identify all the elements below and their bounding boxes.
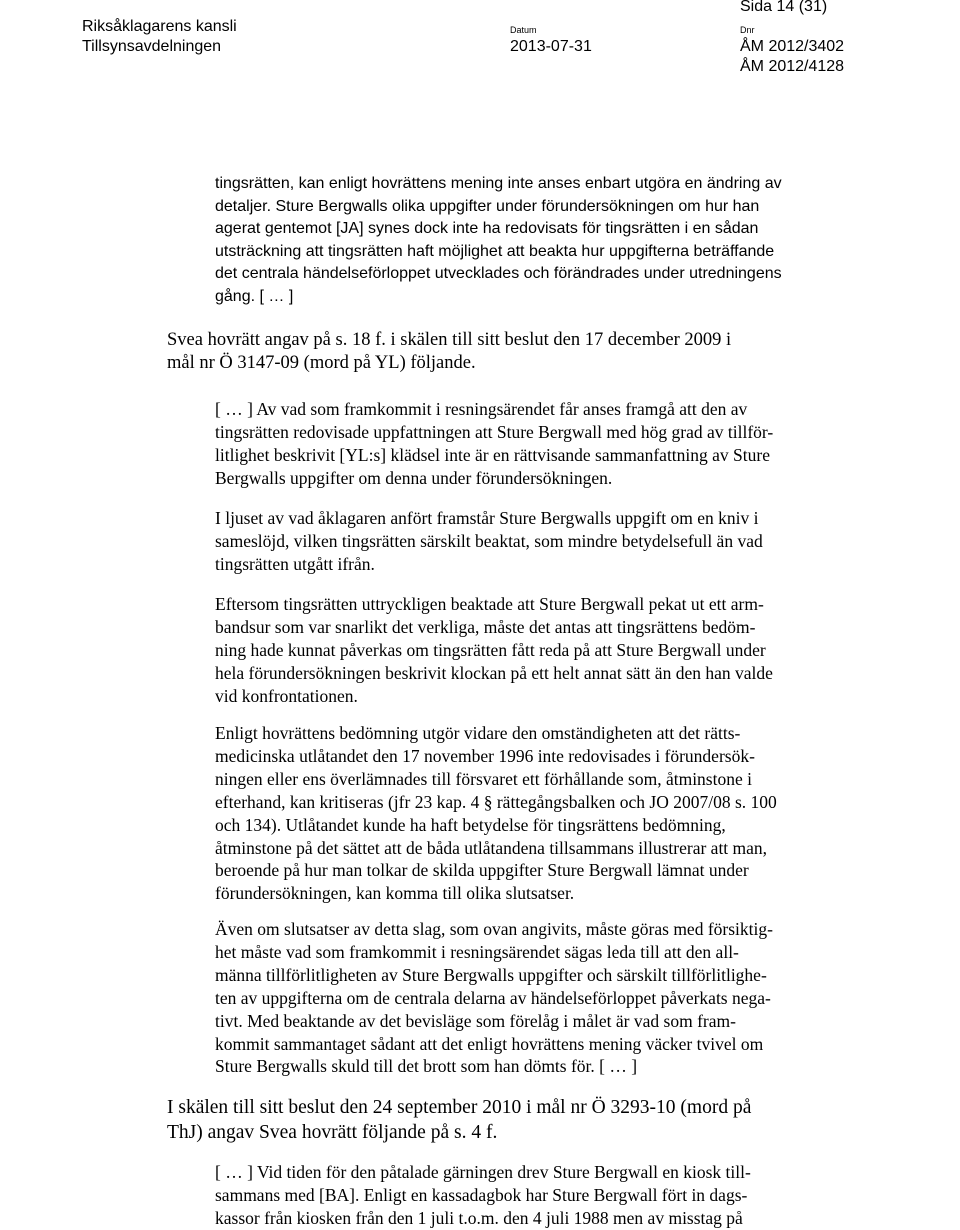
text-line: sammans med [BA]. Enligt en kassadagbok har Sture Bergwall fört in dags- — [215, 1184, 748, 1205]
document-date: 2013-07-31 — [510, 38, 592, 55]
text-line: tingsrätten, kan enligt hovrättens mening inte anses enbart utgöra en ändring av — [215, 175, 782, 192]
quote-paragraph-knife — [215, 507, 815, 576]
text-line: åtminstone på det sättet att de båda utlåtandena tillsammans illustrerar att man, — [215, 837, 768, 858]
text-line: sameslöjd, vilken tingsrätten särskilt beaktat, som mindre betydelsefull än vad — [215, 530, 763, 551]
text-line: förundersökningen, kan komma till olika slutsatser. — [215, 883, 575, 904]
paragraph-svea-2010 — [167, 1095, 847, 1145]
quote-paragraph-watch — [215, 593, 815, 708]
text-line: bandsur som var snarlikt det verkliga, måste det antas att tingsrättens bedöm- — [215, 616, 756, 637]
text-line: het måste vad som framkommit i resningsärendet sägas leda till att den all- — [215, 941, 739, 962]
text-line: litlighet beskrivit [YL:s] klädsel inte är en rättvisande sammanfattning av Sture — [215, 444, 770, 465]
text-line: Svea hovrätt angav på s. 18 f. i skälen till sitt beslut den 17 december 2009 i — [167, 330, 732, 350]
org-name: Riksåklagarens kansli — [82, 18, 237, 35]
text-line: detaljer. Sture Bergwalls olika uppgifter under förundersökningen om hur han — [215, 197, 760, 215]
date-label: Datum — [510, 25, 537, 35]
text-line: I skälen till sitt beslut den 24 september 2010 i mål nr Ö 3293-10 (mord på — [167, 1097, 752, 1118]
text-line: beroende på hur man tolkar de skilda uppgifter Sture Bergwall lämnat under — [215, 860, 749, 881]
text-line: medicinska utlåtandet den 17 november 1996 inte redovisades i förundersök- — [215, 745, 755, 766]
text-line: kommit sammantaget sådant att det enligt hovrättens mening väcker tvivel om — [215, 1033, 764, 1054]
quote-paragraph-forensic — [215, 722, 815, 905]
text-line: tingsrätten utgått ifrån. — [215, 553, 375, 574]
department-name: Tillsynsavdelningen — [82, 38, 222, 55]
text-line: Enligt hovrättens bedömning utgör vidare den omständigheten att det rätts- — [215, 723, 741, 743]
text-line: ThJ) angav Svea hovrätt följande på s. 4 f. — [167, 1122, 498, 1143]
text-line: männa tillförlitligheten av Sture Bergwalls uppgifter och särskilt tillförlitlighe- — [215, 964, 767, 985]
quote-paragraph-clothing — [215, 398, 815, 490]
text-line: agerat gentemot [JA] synes dock inte ha redovisats för tingsrätten i en sådan — [215, 220, 759, 238]
text-line: utsträckning att tingsrätten haft möjlighet att beakta hur uppgifterna beträffande — [215, 242, 775, 260]
quote-paragraph-conclusion — [215, 918, 815, 1078]
text-line: vid konfrontationen. — [215, 685, 358, 706]
text-line: tingsrätten redovisade uppfattningen att Sture Bergwall med hög grad av tillför- — [215, 421, 774, 442]
text-line: tivt. Med beaktande av det bevisläge som förelåg i målet är vad som fram- — [215, 1010, 736, 1031]
dnr-label: Dnr — [740, 25, 755, 35]
text-line: ningen eller ens överlämnades till försvaret ett förhållande som, åtminstone i — [215, 768, 752, 789]
paragraph-intro-quote-end — [215, 173, 815, 309]
text-line: [ … ] Av vad som framkommit i resningsärendet får anses framgå att den av — [215, 399, 748, 419]
page-number: Sida 14 (31) — [740, 0, 828, 15]
text-line: Även om slutsatser av detta slag, som ovan angivits, måste göras med försiktig- — [215, 919, 773, 939]
text-line: Eftersom tingsrätten uttryckligen beaktade att Sture Bergwall pekat ut ett arm- — [215, 594, 764, 614]
paragraph-svea-2009 — [167, 329, 847, 375]
text-line: det centrala händelseförloppet utvecklades och förändrades under utredningens — [215, 265, 782, 283]
text-line: och 134). Utlåtandet kunde ha haft betydelse för tingsrättens bedömning, — [215, 814, 726, 835]
text-line: ning hade kunnat påverkas om tingsrätten fått reda på att Sture Bergwall under — [215, 639, 766, 660]
text-line: [ … ] Vid tiden för den påtalade gärningen drev Sture Bergwall en kiosk till- — [215, 1162, 751, 1182]
text-line: gång. [ … ] — [215, 287, 294, 305]
quote-paragraph-kiosk — [215, 1161, 815, 1230]
text-line: hela förundersökningen beskrivit klockan på ett helt annat sätt än den han valde — [215, 662, 773, 683]
text-line: kassor från kiosken från den 1 juli t.o.m. den 4 juli 1988 men av misstag på — [215, 1207, 743, 1228]
text-line: I ljuset av vad åklagaren anfört framstår Sture Bergwalls uppgift om en kniv i — [215, 508, 759, 528]
text-line: mål nr Ö 3147-09 (mord på YL) följande. — [167, 353, 476, 373]
dnr-number-1: ÅM 2012/3402 — [740, 38, 845, 55]
text-line: ten av uppgifterna om de centrala delarna av händelseförloppet påverkats nega- — [215, 987, 771, 1008]
dnr-number-2: ÅM 2012/4128 — [740, 58, 845, 75]
text-line: efterhand, kan kritiseras (jfr 23 kap. 4 § rättegångsbalken och JO 2007/08 s. 100 — [215, 791, 777, 812]
text-line: Bergwalls uppgifter om denna under förundersökningen. — [215, 467, 613, 488]
text-line: Sture Bergwalls skuld till det brott som han dömts för. [ … ] — [215, 1056, 638, 1077]
